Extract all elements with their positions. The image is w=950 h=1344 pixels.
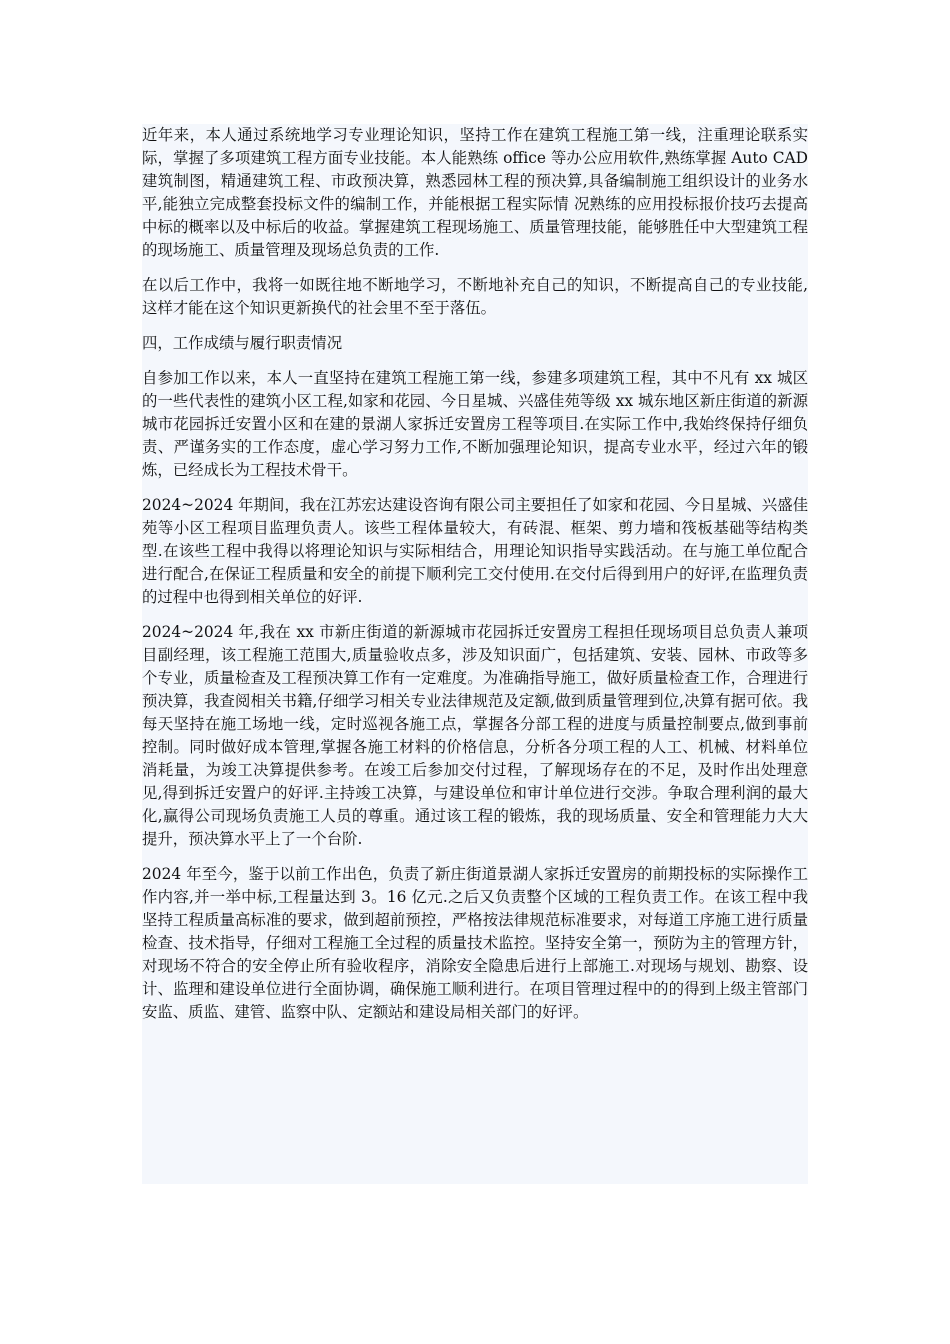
paragraph-work-overview: 自参加工作以来，本人一直坚持在建筑工程施工第一线，参建多项建筑工程，其中不凡有 xx 城区的一些代表性的建筑小区工程,如家和花园、今日星城、兴盛佳苑等级 xx 城东地区新庄街道的新源城市花园拆迁安置小区和在建的景湖人家拆迁安置房工程等项目.在实际工作中,我始终保持仔细负责、严谨务实的工作态度，虚心学习努力工作,不断加强理论知识，提高专业水平，经过六年的锻炼，已经成长为工程技术骨干。	[142, 369, 808, 479]
paragraph-supervision: 2024~2024 年期间，我在江苏宏达建设咨询有限公司主要担任了如家和花园、今日星城、兴盛佳苑等小区工程项目监理负责人。该些工程体量较大，有砖混、框架、剪力墙和筏板基础等结构类型.在该些工程中我得以将理论知识与实际相结合，用理论知识指导实践活动。在与施工单位配合进行配合,在保证工程质量和安全的前提下顺利完工交付使用.在交付后得到用户的好评,在监理负责的过程中也得到相关单位的好评.	[142, 496, 808, 606]
paragraph-skills: 近年来，本人通过系统地学习专业理论知识，坚持工作在建筑工程施工第一线，注重理论联系实际，掌握了多项建筑工程方面专业技能。本人能熟练 office 等办公应用软件,熟练掌握 Auto CAD 建筑制图，精通建筑工程、市政预决算，熟悉园林工程的预决算,具备编制施工组织设计的业务水平,能独立完成整套投标文件的编制工作，并能根据工程实际情 况熟练的应用投标报价技巧去提高中标的概率以及中标后的收益。掌握建筑工程现场施工、质量管理技能，能够胜任中大型建筑工程的现场施工、质量管理及现场总负责的工作.	[142, 126, 808, 259]
section-heading: 四，工作成绩与履行职责情况	[142, 334, 343, 352]
document-body	[142, 124, 808, 1184]
paragraph-project-manager: 2024~2024 年,我在 xx 市新庄街道的新源城市花园拆迁安置房工程担任现场项目总负责人兼项目副经理，该工程施工范围大,质量验收点多，涉及知识面广，包括建筑、安装、园林、市政等多个专业，质量检查及工程预决算工作有一定难度。为准确指导施工，做好质量检查工作，合理进行预决算，我查阅相关书籍,仔细学习相关专业法律规范及定额,做到质量管理到位,决算有据可依。我每天坚持在施工场地一线，定时巡视各施工点，掌握各分部工程的进度与质量控制要点,做到事前控制。同时做好成本管理,掌握各施工材料的价格信息，分析各分项工程的人工、机械、材料单位消耗量，为竣工决算提供参考。在竣工后参加交付过程，了解现场存在的不足，及时作出处理意见,得到拆迁安置户的好评.主持竣工决算，与建设单位和审计单位进行交涉。争取合理利润的最大化,赢得公司现场负责施工人员的尊重。通过该工程的锻炼，我的现场质量、安全和管理能力大大提升，预决算水平上了一个台阶.	[142, 623, 808, 848]
paragraph-future-study: 在以后工作中，我将一如既往地不断地学习，不断地补充自己的知识，不断提高自己的专业技能,这样才能在这个知识更新换代的社会里不至于落伍。	[142, 276, 808, 317]
paragraph-current-role: 2024 年至今，鉴于以前工作出色，负责了新庄街道景湖人家拆迁安置房的前期投标的实际操作工作内容,并一举中标,工程量达到 3。16 亿元.之后又负责整个区域的工程负责工作。在该工程中我坚持工程质量高标准的要求，做到超前预控，严格按法律规范标准要求，对每道工序施工进行质量检查、技术指导，仔细对工程施工全过程的质量技术监控。坚持安全第一，预防为主的管理方针，对现场不符合的安全停止所有验收程序，消除安全隐患后进行上部施工.对现场与规划、勘察、设计、监理和建设单位进行全面协调，确保施工顺利进行。在项目管理过程中的的得到上级主管部门安监、质监、建管、监察中队、定额站和建设局相关部门的好评。	[142, 865, 808, 1021]
